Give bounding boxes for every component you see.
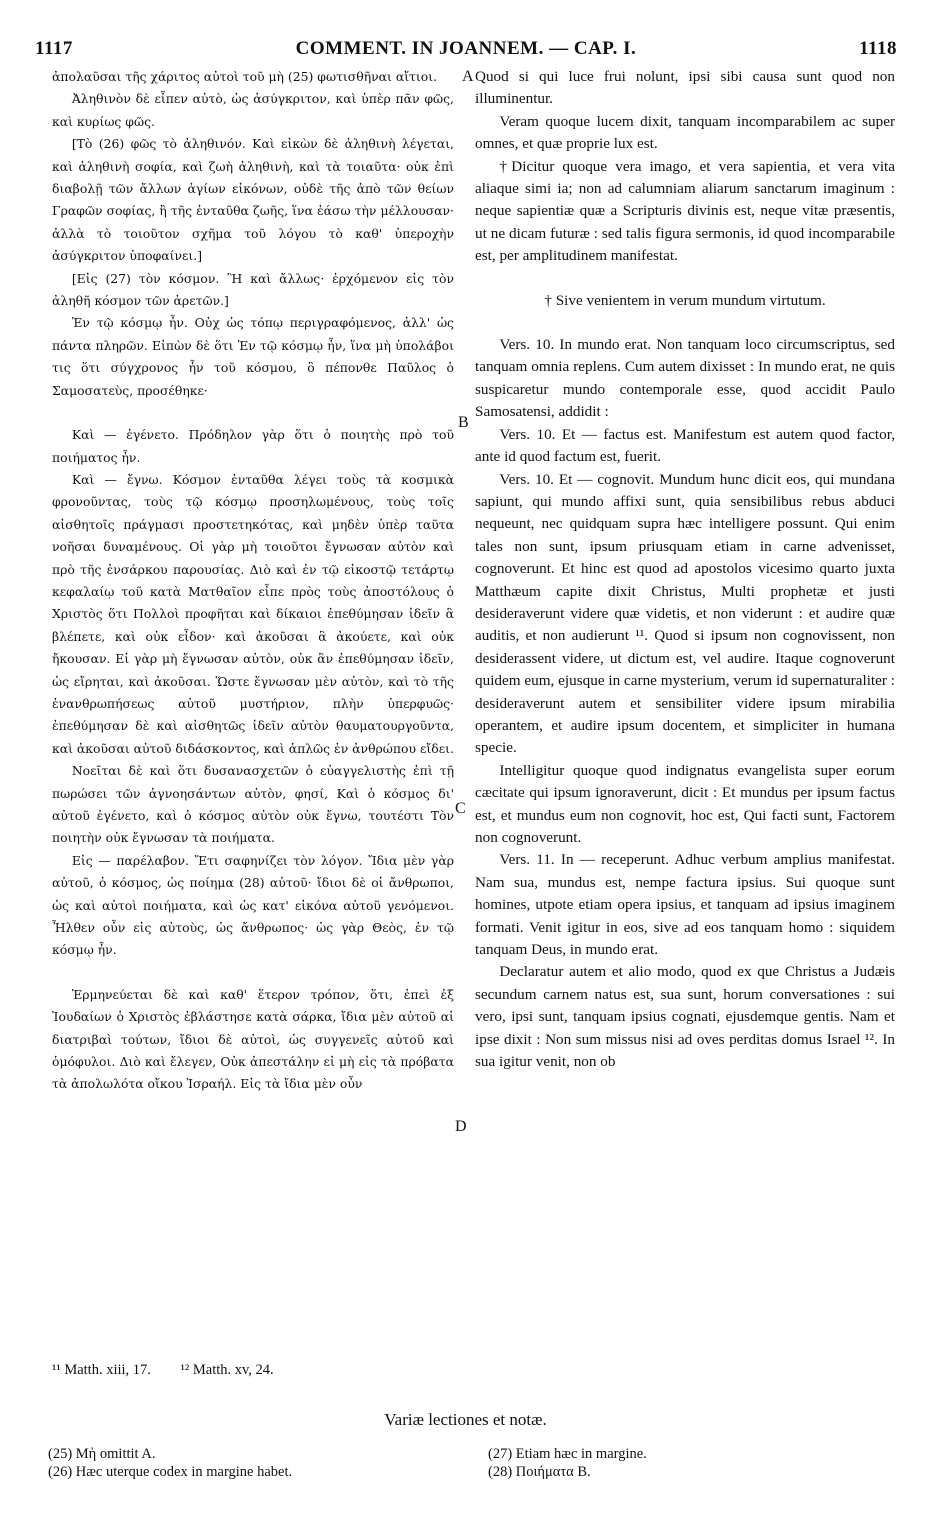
margin-letter-a: A [462,68,474,85]
greek-paragraph: Καὶ — ἔγνω. Κόσμον ἐνταῦθα λέγει τοὺς τὰ κοσμικὰ φρονοῦντας, τοὺς τῷ κόσμῳ προσηλωμένους, τοὺς τοῖς αἰσθητοῖς πράγμασι προστετηκότας, καὶ μηδὲν ὑπὲρ ταῦτα νοῆσαι δυναμένους. Οἱ γὰρ μὴ τοιοῦτοι ἔγνωσαν αὐτὸν καὶ πρὸ τῆς ἐνσάρκου παρουσίας. Διὸ καὶ ἐν τῷ εἰκοστῷ τετάρτῳ κεφαλαίῳ τοῦ κατὰ Ματθαῖον εἶπε πρὸς τοὺς ἀποστόλους ὁ Χριστὸς ὅτι Πολλοὶ προφῆται καὶ δίκαιοι ἐπεθύμησαν ἰδεῖν ἃ βλέπετε, καὶ οὐκ εἶδον· καὶ ἀκοῦσαι ἃ ἀκούετε, καὶ οὐκ ἤκουσαν. Εἰ γὰρ μὴ ἔγνωσαν αὐτὸν, οὐκ ἂν ἐπεθύμησαν ἰδεῖν, ὡς εἴρηται, καὶ ἀκοῦσαι. Ὥστε ἔγνωσαν μὲν αὐτὸν, καὶ τὸ τῆς ἐνανθρωπήσεως αὐτοῦ μυστήριον, πλὴν ὑπερφυῶς· ἐπεθύμησαν δὲ καὶ αἰσθητῶς ἰδεῖν αὐτὸν θαυματουργοῦντα, καὶ ἀκοῦσαι αὐτοῦ διδάσκοντος, καὶ ἁπλῶς ἐν ἀνθρώπου εἴδει. [52,471,454,756]
paragraph-gap [52,962,454,984]
variae-notes-left [48,1445,448,1481]
greek-paragraph: [Τὸ (26) φῶς τὸ ἀληθινόν. Καὶ εἰκὼν δὲ ἀληθινὴ λέγεται, καὶ ἀληθινὴ σοφία, καὶ ζωὴ ἀληθινὴ, καὶ τὰ τοιαῦτα· οὐκ ἐπὶ διαβολῇ τῶν ἄλλων ἁγίων εἰκόνων, οὐδὲ τῆς ἀπὸ τῶν θείων Γραφῶν σοφίας, ἢ τῆς ἐνταῦθα ζωῆς, ἵνα ἐάσω τὴν μέλλουσαν· ἀλλὰ τὸ τοιοῦτον σχῆμα τοῦ λόγου τὸ καθ' ὑπεροχὴν ἀσύγκριτον ὑποφαίνει.] [52,136,454,264]
footnote: ¹² Matth. xv, 24. [180,1362,274,1378]
latin-paragraph: Vers. 10. Et — factus est. Manifestum est autem quod factor, ante id quod factum est, fuerit. [475,425,895,466]
greek-paragraph: Ἀληθινὸν δὲ εἶπεν αὐτὸ, ὡς ἀσύγκριτον, καὶ ὑπὲρ πᾶν φῶς, καὶ κυρίως φῶς. [52,91,454,129]
margin-letter-c: C [455,800,466,817]
latin-column [475,66,895,1356]
variae-lectiones-title: Variæ lectiones et notæ. [384,1410,547,1429]
running-title: COMMENT. IN JOANNEM. — CAP. I. [295,38,637,59]
latin-paragraph: Quod si qui luce frui nolunt, ipsi sibi causa sunt quod non illuminentur. [475,68,895,108]
latin-paragraph: †Dicitur quoque vera imago, et vera sapientia, et vera vita aliaque simi ia; non ad calumniam aliarum sanctarum imaginum : neque sapientiæ quæ a Scripturis divinis est, neque vitæ præsentis, ut ne dicam futuræ : sed talis figura sermonis, id quod incomparabile est, per amplitudinem manifestat. [475,157,895,265]
latin-paragraph: Intelligitur quoque quod indignatus evangelista super eorum cæcitate qui ipsum ignoraverunt, dicit : Et mundus per ipsum factus est, et mundus eum non cognovit, hoc est, Qui facti sunt, Factorem non cognoverunt. [475,761,895,846]
footnote: ¹¹ Matth. xiii, 17. [52,1362,151,1378]
variant-note: (28) Ποιήματα B. [488,1464,591,1480]
latin-paragraph: Vers. 10. Et — cognovit. Mundum hunc dicit eos, qui mundana sapiunt, qui mundo affixi sunt, quia sensibilibus rebus abduci nequeunt, nec quidquam supra hæc intelligere possunt. Qui enim tales non sunt, ipsum priusquam etiam in carne advenisset, cognoverunt. Et hinc est quod ad apostolos vicesimo quarto juxta Matthæum capite dixit Christus, Multi prophetæ et justi desideraverunt videre quæ videtis, et non viderunt : et audire quæ auditis, et non audierunt ¹¹. Quod si ipsum non cognovissent, non desiderassent videre, ut dictum est, vel audire. Itaque cognoverunt quidem eum, ejusque in carne mysterium, verum id supernaturaliter : desideraverunt autem et sensibiliter videre ipsum mirabilia operantem, et audire ipsum docentem, et simpliciter in humana specie. [475,470,895,757]
margin-letter-b: B [458,414,469,431]
latin-paragraph: Veram quoque lucem dixit, tanquam incomparabilem ac super omnes, et quæ proprie lux est. [475,112,895,153]
greek-paragraph: Νοεῖται δὲ καὶ ὅτι δυσανασχετῶν ὁ εὐαγγελιστὴς ἐπὶ τῇ πωρώσει τῶν ἀγνοησάντων αὐτὸν, φησί, Καὶ ὁ κόσμος δι' αὐτοῦ ἐγένετο, καὶ ὁ κόσμος αὐτὸν οὐκ ἔγνω, τουτέστι Τὸν ποιητὴν οὐκ ἔγνωσαν τὰ ποιήματα. [52,763,454,846]
variant-note: (27) Etiam hæc in margine. [488,1446,647,1462]
variant-note: (26) Hæc uterque codex in margine habet. [48,1464,293,1480]
latin-paragraph: Declaratur autem et alio modo, quod ex que Christus a Judæis secundum carnem natus est, sua sunt, horum conversationes : sui vero, ipsi sunt, tanquam ipsius cognati, ejusdemque gentis. Nam et ipse dixit : Non sum missus nisi ad oves perditas domus Israel ¹². In sua igitur venit, non ob [475,963,895,1071]
page-number-right: 1118 [859,38,897,59]
margin-letter-d: D [455,1118,467,1135]
paragraph-gap [52,402,454,424]
latin-paragraph: Vers. 10. In mundo erat. Non tanquam loco circumscriptus, sed tanquam omnia replens. Cum autem dixisset : In mundo erat, ne quis suspicaretur mundo contemporale esse, quod accidit Paulo Samosatensi, addidit : [475,336,895,421]
variant-note: (25) Μὴ omittit A. [48,1446,156,1462]
paragraph-gap [475,268,895,290]
running-header [35,38,897,62]
page-number-left: 1117 [35,38,73,59]
greek-paragraph: Ἐν τῷ κόσμῳ ἦν. Οὐχ ὡς τόπῳ περιγραφόμενος, ἀλλ' ὡς πάντα πληρῶν. Εἰπὼν δὲ ὅτι Ἐν τῷ κόσμῳ ἦν, ἵνα μὴ ὑπολάβοι τις ὅτι σύγχρονος ἦν τοῦ κόσμου, ὃ πέπονθε Παῦλος ὁ Σαμοσατεὺς, προσέθηκε· [52,315,454,398]
latin-paragraph: Vers. 11. In — receperunt. Adhuc verbum amplius manifestat. Nam sua, mundus est, nempe factura ipsius. Sui quoque sunt homines, utpote etiam opera ipsius, et tanquam ad ipsius imaginem formati. Venit igitur in eos, sive ad eos tanquam homo : siquidem tanquam Deus, in mundo erat. [475,851,895,959]
greek-paragraph: ἀπολαῦσαι τῆς χάριτος αὐτοὶ τοῦ μὴ (25) φωτισθῆναι αἴτιοι. [52,69,438,84]
greek-paragraph: Εἰς — παρέλαβον. Ἔτι σαφηνίζει τὸν λόγον. Ἴδια μὲν γὰρ αὐτοῦ, ὁ κόσμος, ὡς ποίημα (28) αὐτοῦ· ἴδιοι δὲ οἱ ἄνθρωποι, ὡς καὶ αὐτοὶ ποιήματα, καὶ ὡς κατ' εἰκόνα αὐτοῦ γενόμενοι. Ἦλθεν οὖν εἰς αὐτοὺς, ὡς ἄνθρωπος· ὡς γὰρ Θεὸς, ἐν τῷ κόσμῳ ἦν. [52,852,454,958]
greek-column [52,66,454,1356]
footnotes [52,1362,472,1379]
greek-paragraph: Ἑρμηνεύεται δὲ καὶ καθ' ἕτερον τρόπον, ὅτι, ἐπεὶ ἐξ Ἰουδαίων ὁ Χριστὸς ἐβλάστησε κατὰ σάρκα, ἴδια μὲν αὐτοῦ αἱ διατριβαὶ τούτων, ἴδιοι δὲ αὐτοὶ, ὡς συγγενεῖς αὐτοῦ καὶ ὁμόφυλοι. Διὸ καὶ ἔλεγεν, Οὐκ ἀπεστάλην εἰ μὴ εἰς τὰ πρόβατα τὰ ἀπολωλότα οἴκου Ἰσραήλ. Εἰς τὰ ἴδια μὲν οὖν [52,986,454,1092]
paragraph-gap [475,312,895,334]
greek-paragraph: [Εἰς (27) τὸν κόσμον. Ἢ καὶ ἄλλως· ἐρχόμενον εἰς τὸν ἀληθῆ κόσμον τῶν ἀρετῶν.] [52,270,454,309]
latin-paragraph: † Sive venientem in verum mundum virtutum. [544,291,826,309]
variae-notes-right [488,1445,888,1481]
greek-paragraph: Καὶ — ἐγένετο. Πρόδηλον γὰρ ὅτι ὁ ποιητὴς πρὸ τοῦ ποιήματος ἦν. [52,427,454,465]
